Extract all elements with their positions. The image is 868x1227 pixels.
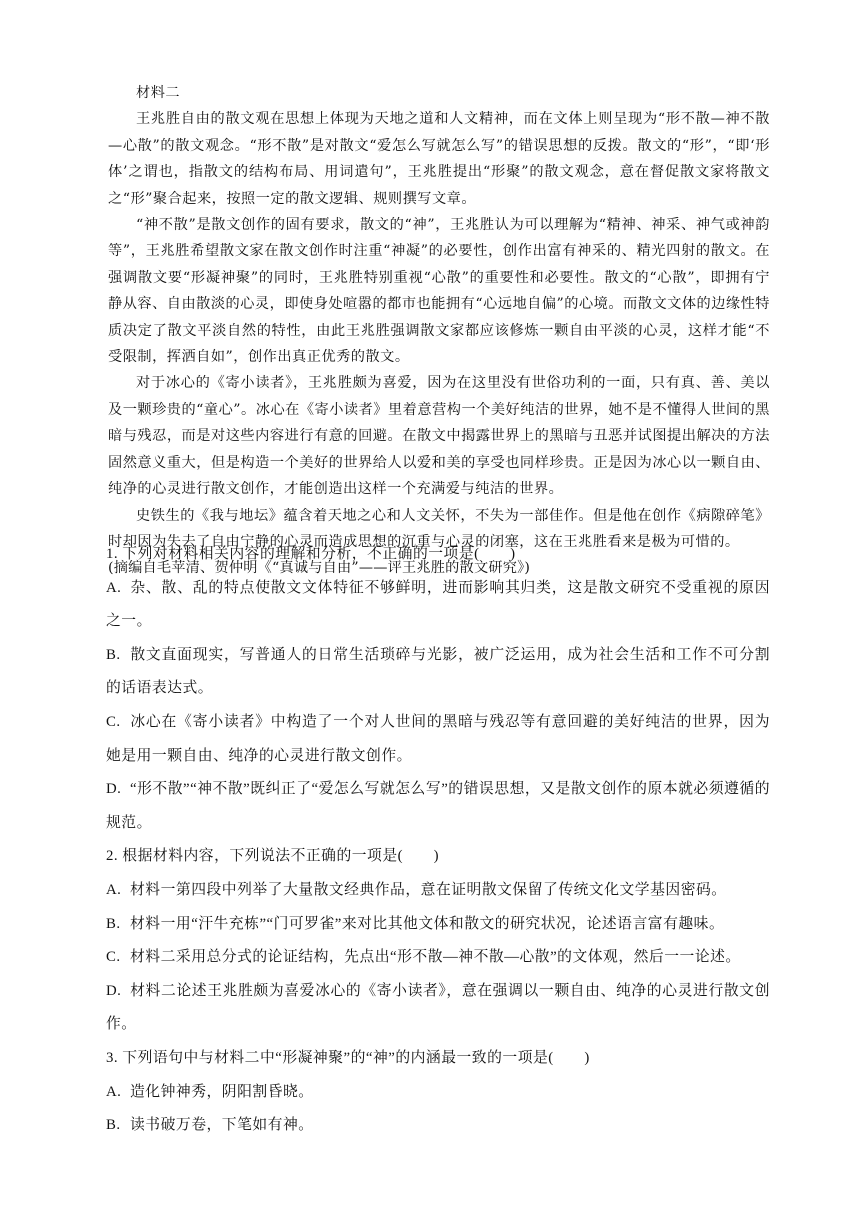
option-text: 材料一用“汗牛充栋”“门可罗雀”来对比其他文体和散文的研究状况，论述语言富有趣味。 [130,915,725,932]
option-c [106,706,770,773]
option-a [106,1076,770,1110]
option-d [106,773,770,840]
material-two-section [108,80,770,582]
question-stem-text: 2. 根据材料内容，下列说法不正确的一项是 [106,848,398,865]
option-letter: A. [106,1083,122,1100]
question-stem [106,538,770,572]
material-title: 材料二 [136,85,181,101]
option-text: 读书破万卷，下笔如有神。 [130,1117,314,1134]
answer-blank: ( ) [548,1049,590,1066]
option-text: 散文直面现实，写普通人的日常生活琐碎与光影，被广泛运用，成为社会生活和工作不可分割的话语表达式。 [106,646,770,697]
option-text: 冰心在《寄小读者》中构造了一个对人世间的黑暗与残忍等有意回避的美好纯洁的世界，因为她是用一颗自由、纯净的心灵进行散文创作。 [106,713,770,764]
option-letter: B. [106,1117,121,1134]
option-text: 材料二采用总分式的论证结构，先点出“形不散—神不散—心散”的文体观，然后一一论述。 [130,949,741,966]
option-text: 杂、散、乱的特点使散文文体特征不够鲜明，进而影响其归类，这是散文研究不受重视的原因之一。 [106,579,770,630]
question-stem-text: 3. 下列语句中与材料二中“形凝神聚”的“神”的内涵最一致的一项是 [106,1049,549,1066]
option-text: 材料二论述王兆胜颇为喜爱冰心的《寄小读者》，意在强调以一颗自由、纯净的心灵进行散文创作。 [106,982,770,1033]
option-letter: A. [106,881,122,898]
option-letter: B. [106,646,121,663]
material-paragraph: 王兆胜自由的散文观在思想上体现为天地之道和人文精神，而在文体上则呈现为“形不散—神不散—心散”的散文观念。“形不散”是对散文“爱怎么写就怎么写”的错误思想的反拨。散文的“形”，“即‘形体’之谓也，指散文的结构布局、用词遣句”，王兆胜提出“形聚”的散文观念，意在督促散文家将散文之“形”聚合起来，按照一定的散文逻辑、规则撰写文章。 [108,111,770,207]
questions-section [106,538,770,1143]
question-stem [106,840,770,874]
material-paragraph: 对于冰心的《寄小读者》，王兆胜颇为喜爱，因为在这里没有世俗功利的一面，只有真、善、美以及一颗珍贵的“童心”。冰心在《寄小读者》里着意营构一个美好纯洁的世界，她不是不懂得人世间的黑暗与残忍，而是对这些内容进行有意的回避。在散文中揭露世界上的黑暗与丑恶并试图提出解决的方法固然意义重大，但是构造一个美好的世界给人以爱和美的享受也同样珍贵。正是因为冰心以一颗自由、纯净的心灵进行散文创作，才能创造出这样一个充满爱与纯洁的世界。 [108,375,770,498]
option-letter: C. [106,713,121,730]
option-c [106,941,770,975]
option-text: 材料一第四段中列举了大量散文经典作品，意在证明散文保留了传统文化文学基因密码。 [130,881,727,898]
option-a [106,572,770,639]
option-letter: A. [106,579,122,596]
answer-blank: ( ) [474,546,516,562]
question-stem-text: 1. 下列对材料相关内容的理解和分析，不正确的一项是 [106,546,475,562]
option-b [106,1109,770,1143]
option-text: 造化钟神秀，阴阳割昏晓。 [130,1083,314,1100]
question-stem [106,1042,770,1076]
material-paragraph: 史铁生的《我与地坛》蕴含着天地之心和人文关怀，不失为一部佳作。但是他在创作《病隙碎笔》时却因为失去了自由宁静的心灵而造成思想的沉重与心灵的闭塞，这在王兆胜看来是极为可惜的。 [108,507,770,550]
option-b [106,908,770,942]
option-letter: D. [106,781,122,798]
option-letter: D. [106,982,122,999]
question-3 [106,1042,770,1143]
answer-blank: ( ) [397,848,440,865]
question-1 [106,538,770,840]
option-a [106,874,770,908]
option-letter: C. [106,949,121,966]
option-text: “形不散”“神不散”既纠正了“爱怎么写就怎么写”的错误思想，又是散文创作的原本就必须遵循的规范。 [106,781,770,831]
option-b [106,639,770,706]
question-2 [106,840,770,1042]
option-letter: B. [106,915,121,932]
material-paragraph: “神不散”是散文创作的固有要求，散文的“神”，王兆胜认为可以理解为“精神、神采、神气或神韵等”，王兆胜希望散文家在散文创作时注重“神凝”的必要性，创作出富有神采的、精光四射的散文。在强调散文要“形凝神聚”的同时，王兆胜特别重视“心散”的重要性和必要性。散文的“心散”，即拥有宁静从容、自由散淡的心灵，即使身处喧嚣的都市也能拥有“心远地自偏”的心境。而散文文体的边缘性特质决定了散文平淡自然的特性，由此王兆胜强调散文家都应该修炼一颗自由平淡的心灵，这样才能“不受限制，挥洒自如”，创作出真正优秀的散文。 [108,217,770,366]
option-d [106,975,770,1042]
material-source: (摘编自毛苹清、贺仲明《“真诚与自由”——评王兆胜的散文研究》) [108,560,531,577]
